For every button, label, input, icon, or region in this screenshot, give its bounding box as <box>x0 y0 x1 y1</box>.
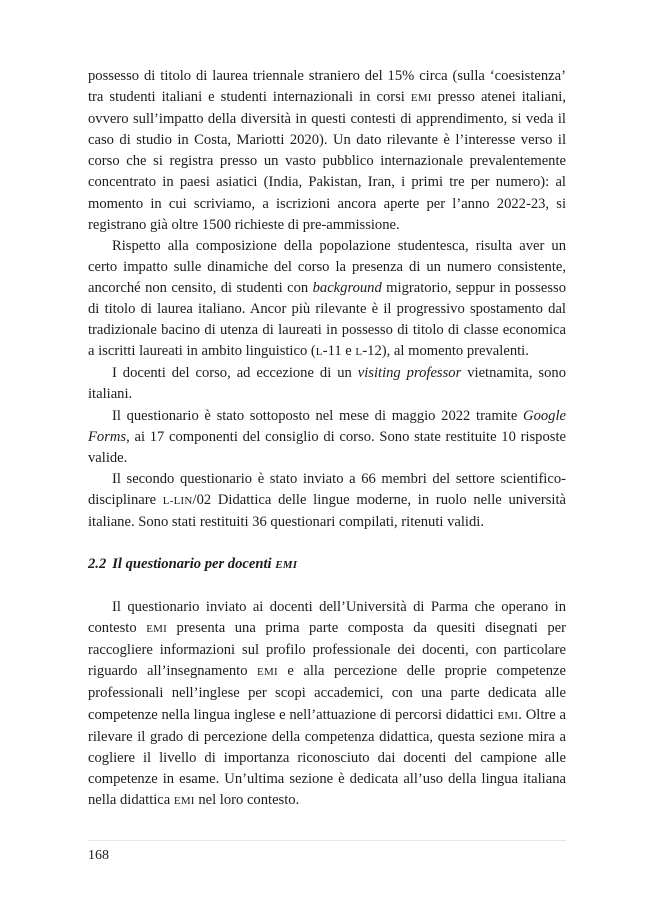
section-title <box>112 556 297 572</box>
small-caps-term: EMI <box>410 92 432 105</box>
text-run: presenta una prima parte composta da quesiti disegnati per raccogliere informazioni sul profilo professionale dei docenti, con particolare riguardo all’insegnamento <box>88 620 566 680</box>
text-run: -12), al momento prevalenti. <box>362 343 529 360</box>
text-run: Rispetto alla composizione della popolazione studentesca, risulta aver un certo impatto sulle dinamiche del corso la presenza di un numero consistente, ancorché non censito, di studenti con <box>88 237 566 296</box>
page-number: 168 <box>88 848 109 863</box>
text-run: Il secondo questionario è stato inviato a 66 membri del settore scientifico-disciplinare <box>88 470 566 508</box>
paragraph <box>88 236 566 364</box>
body-text-top <box>88 66 566 533</box>
text-run: Il questionario inviato ai docenti dell’Università di Parma che operano in contesto <box>88 599 566 637</box>
text-run: nel loro contesto. <box>194 791 300 808</box>
text-run: . Oltre a rilevare il grado di percezione della competenza didattica, questa sezione mira a cogliere il livello di importanza riconosciuto dai docenti del campione alle competenze in esame. Un’ultima sezione è dedicata all’uso della lingua italiana nella didattica <box>88 706 566 808</box>
text-run: e alla percezione delle proprie competenze professionali nell’inglese per scopi accademici, con una parte dedicata alle competenze nella lingua inglese e nell’attuazione di percorsi didattici <box>88 663 567 723</box>
small-caps-term: EMI <box>497 709 519 722</box>
paragraph <box>88 406 566 469</box>
text-run: Il questionario è stato sottoposto nel mese di maggio 2022 tramite <box>112 407 524 424</box>
text-run: migratorio, seppur in possesso di titolo di laurea italiano. Ancor più rilevante è il progressivo spostamento dal tradizionale bacino di utenza di laureati in possesso di titolo di classe economica a iscritti laureati in ambito linguistico ( <box>88 279 566 360</box>
italic-term: background <box>312 279 382 296</box>
section-number: 2.2 <box>88 556 107 573</box>
text-run: I docenti del corso, ad eccezione di un <box>112 365 358 382</box>
italic-term: Google Forms <box>88 407 566 445</box>
small-caps-term: EMI <box>257 666 278 679</box>
paragraph <box>88 469 566 533</box>
small-caps-term: L-LIN <box>162 494 193 507</box>
small-caps-term: EMI <box>173 794 195 807</box>
italic-term: visiting professor <box>357 365 462 382</box>
footer-divider <box>88 840 566 841</box>
body-text-bottom <box>88 597 566 812</box>
small-caps-term: L <box>315 346 323 359</box>
text-run: possesso di titolo di laurea triennale straniero del 15% circa (sulla ‘coesistenza’ tra studenti italiani e studenti internazionali in corsi <box>88 68 566 106</box>
text-run: -11 e <box>322 343 356 360</box>
small-caps-term: L <box>355 346 363 359</box>
text-run: presso atenei italiani, ovvero sull’impatto della diversità in questi contesti di apprendimento, si veda il caso di studio in Costa, Mariotti 2020). Un dato rilevante è l’interesse verso il corso che si registra presso un vasto pubblico internazionale prevalentemente concentrato in paesi asiatici (India, Pakistan, Iran, i primi tre per numero): al momento in cui scriviamo, a iscrizioni ancora aperte per l’anno 2022-23, si registrano già oltre 1500 richieste di pre-ammissione. <box>88 89 566 233</box>
text-run: Il questionario per docenti <box>112 556 276 573</box>
paragraph <box>88 66 566 236</box>
small-caps-term: EMI <box>275 559 298 572</box>
section-heading <box>88 554 566 576</box>
small-caps-term: EMI <box>146 623 167 636</box>
text-run: /02 Didattica delle lingue moderne, in ruolo nelle università italiane. Sono stati restituiti 36 questionari compilati, ritenuti validi. <box>88 491 566 530</box>
paragraph <box>88 363 566 405</box>
paragraph <box>88 597 566 812</box>
text-run: , ai 17 componenti del consiglio di corso. Sono state restituite 10 risposte valide. <box>88 428 566 466</box>
text-run: vietnamita, sono italiani. <box>88 365 566 403</box>
page-body <box>88 66 566 812</box>
